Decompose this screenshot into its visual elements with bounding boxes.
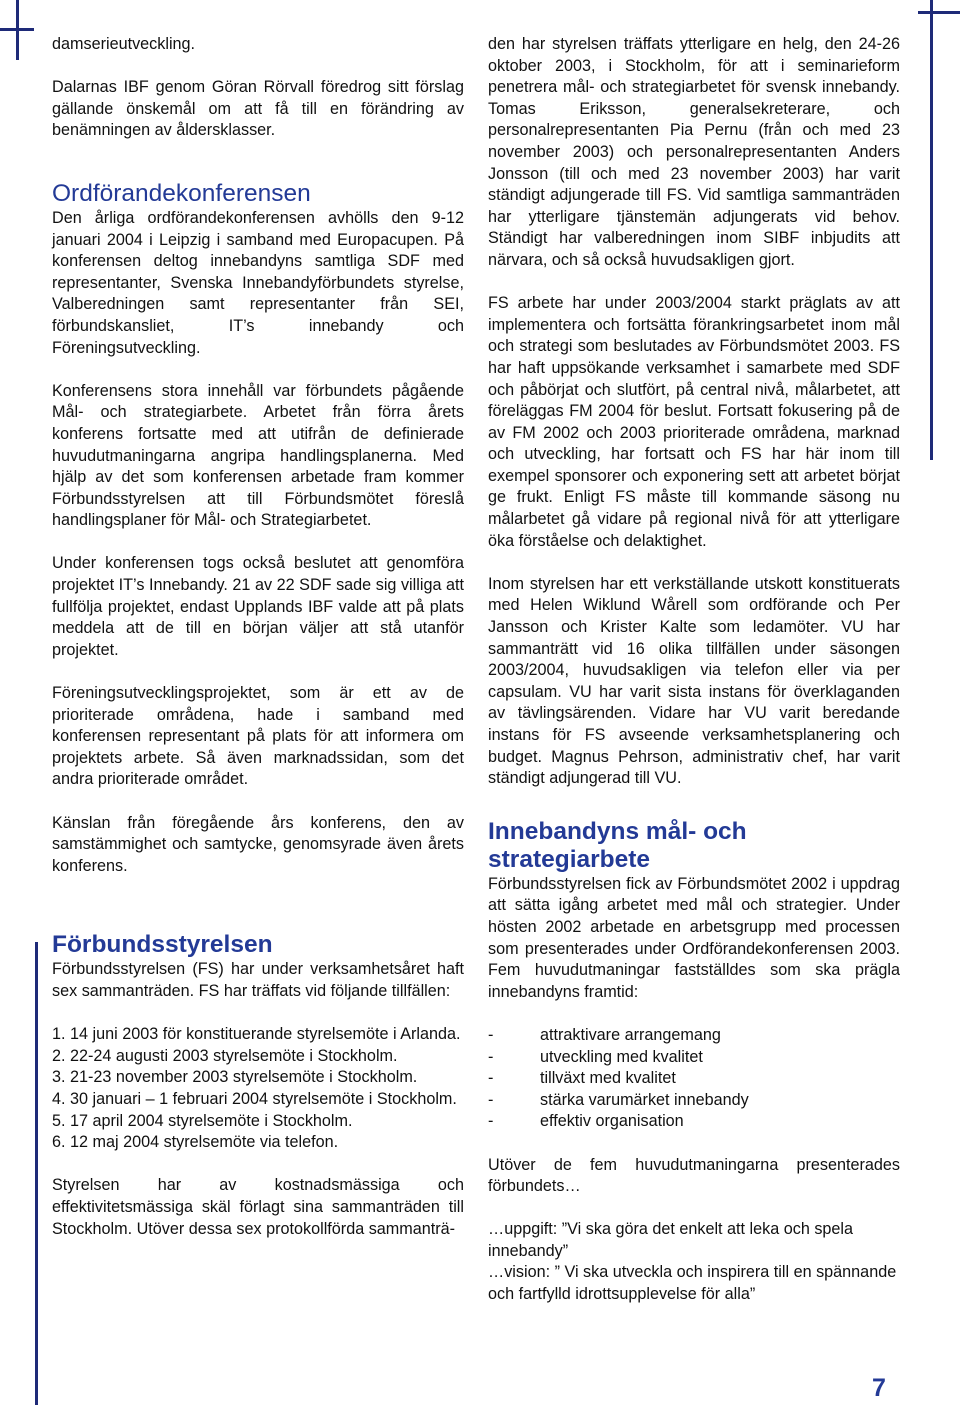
list-item xyxy=(488,1090,900,1112)
paragraph: den har styrelsen träffats ytterligare en helg, den 24-26 oktober 2003, i Stockholm, för att i seminarieform penetrera mål- och strategiarbetet för svensk innebandy. Tomas Eriksson, generalsekreterare, och personalrepresentanten Pia Pernu (från och med 23 november 2003) och personalrepresentanten Anders Jonsson (till och med 23 november 2003) har varit ständigt adjungerade till FS. Vid samtliga sammanträden har ytterligare tjänstemän adjungerats vid behov. Ständigt har valberedningen inom SIBF inbjudits att närvara, och så också huvudsakligen gjort. xyxy=(488,35,900,269)
paragraph: Förbundsstyrelsen (FS) har under verksamhetsåret haft sex sammanträden. FS har träffats vid följande tillfällen: xyxy=(52,960,464,1000)
heading-ordforandekonferensen: Ordförandekonferensen xyxy=(52,179,311,207)
heading-forbundsstyrelsen: Förbundsstyrelsen xyxy=(52,931,273,959)
dash-marker: - xyxy=(488,1069,494,1088)
list-item-text: effektiv organisation xyxy=(540,1112,684,1131)
list-item-text: attraktivare arrangemang xyxy=(540,1025,721,1044)
paragraph: Under konferensen togs också beslutet att genomföra projektet IT’s Innebandy. 21 av 22 SDF sade sig villiga att fullfölja projektet, endast Upplands IBF valde att på plats meddela att de till en början väljer att stå utanför projektet. xyxy=(52,554,464,659)
paragraph: Inom styrelsen har ett verkställande utskott konstituerats med Helen Wiklund Wårell som ordförande och Per Jansson och Krister Kalte som ledamöter. VU har sammanträtt vid 16 olika tillfällen under säsongen 2003/2004, huvudsakligen via telefon eller via per capsulam. VU har varit sista instans för överklaganden av tävlingsärenden. Vidare har VU varit beredande instans för FS avseende verksamhetsplanering och budget. Magnus Pehrson, administrativ chef, har varit ständigt adjungerad till VU. xyxy=(488,574,900,788)
challenge-list xyxy=(488,1025,900,1133)
meeting-list xyxy=(52,1024,464,1154)
list-item: 2. 22-24 augusti 2003 styrelsemöte i Stockholm. xyxy=(52,1046,398,1065)
paragraph: Föreningsutvecklingsprojektet, som är ett av de prioriterade områdena, hade i samband med konferensen representant på plats för att informera om projektets arbete. Så även marknadssidan, som det andra prioriterade området. xyxy=(52,684,464,789)
list-item xyxy=(488,1047,900,1069)
right-column xyxy=(488,34,900,1306)
list-item: 3. 21-23 november 2003 styrelsemöte i Stockholm. xyxy=(52,1068,418,1087)
paragraph: Förbundsstyrelsen fick av Förbundsmötet 2002 i uppdrag att sätta igång arbetet med mål och strategier. Under hösten 2002 arbetade en arbetsgrupp med processen som presenterades under Ordförandekonferensen 2003. Fem huvudutmaningar fastställdes som ska prägla innebandyns framtid: xyxy=(488,874,900,1001)
dash-marker: - xyxy=(488,1112,494,1131)
list-item xyxy=(488,1068,900,1090)
paragraph: Den årliga ordförandekonferensen avhölls den 9-12 januari 2004 i Leipzig i samband med Europacupen. På konferensen deltog innebandyns samtliga SDF med representanter, Svenska Innebandyförbundets styrelse, Valberedningen samt representanter från SEI, förbundskansliet, IT’s innebandy och Föreningsutveckling. xyxy=(52,208,464,357)
list-item-text: stärka varumärket innebandy xyxy=(540,1090,749,1109)
paragraph: …vision: ” Vi ska utveckla och inspirera till en spännande och fartfylld idrottsupplevelse för alla” xyxy=(488,1263,897,1304)
paragraph: Styrelsen har av kostnadsmässiga och effektivitetsmässiga skäl förlagt sina sammanträden till Stockholm. Utöver dessa sex protokollförda sammanträ- xyxy=(52,1176,464,1238)
paragraph: Konferensens stora innehåll var förbundets pågående Mål- och strategiarbete. Arbetet från förra årets konferens fortsatte med att utifrån de definierade huvudutmaningarna angripa handlingsplanerna. Med hjälp av det som konferensen arbetade fram kommer Förbundsstyrelsen att till Förbundsmötet föreslå handlingsplaner för Mål- och Strategiarbetet. xyxy=(52,381,464,530)
right-horizontal-rule xyxy=(918,11,960,14)
paragraph: …uppgift: ”Vi ska göra det enkelt att leka och spela innebandy” xyxy=(488,1220,854,1260)
page-number: 7 xyxy=(872,1374,886,1402)
list-item: 5. 17 april 2004 styrelsemöte i Stockholm. xyxy=(52,1111,353,1130)
paragraph: Känslan från föregående års konferens, den av samstämmighet och samtycke, genomsyrade även årets konferens. xyxy=(52,813,464,875)
dash-marker: - xyxy=(488,1025,494,1044)
paragraph: Dalarnas IBF genom Göran Rörvall föredrog sitt förslag gällande önskemål om att få till en förändring av benämningen av åldersklasser. xyxy=(52,78,464,140)
bottom-left-vertical-rule xyxy=(35,942,38,1405)
dash-marker: - xyxy=(488,1047,494,1066)
right-vertical-rule xyxy=(930,0,933,460)
list-item: 1. 14 juni 2003 för konstituerande styrelsemöte i Arlanda. xyxy=(52,1025,461,1044)
paragraph: Utöver de fem huvudutmaningarna presenterades förbundets… xyxy=(488,1155,900,1196)
list-item: 6. 12 maj 2004 styrelsemöte via telefon. xyxy=(52,1133,339,1152)
left-horizontal-rule xyxy=(0,28,34,31)
paragraph: FS arbete har under 2003/2004 starkt präglats av att implementera och fortsätta förankringsarbetet inom mål och strategi som beslutades av Förbundsmötet 2003. FS har haft uppsökande verksamhet i samarbete med SDF och påbörjat och slutfört, på central nivå, målarbetet, att föreläggas FM 2004 för beslut. Fortsatt fokusering på de av FM 2002 och 2003 prioriterade områdena, marknad och utveckling, har fortsatt och FS har här inom till exempel sponsorer och exponering sett att arbetet börjat ge frukt. Enligt FS måste till kommande säsong nu målarbetet gå vidare på regional nivå för att ytterligare öka förståelse och delaktighet. xyxy=(488,294,900,550)
dash-marker: - xyxy=(488,1090,494,1109)
paragraph: damserieutveckling. xyxy=(52,35,196,53)
list-item xyxy=(488,1025,900,1047)
left-column xyxy=(52,34,464,1240)
list-item xyxy=(488,1111,900,1133)
list-item: 4. 30 januari – 1 februari 2004 styrelsemöte i Stockholm. xyxy=(52,1089,457,1108)
list-item-text: utveckling med kvalitet xyxy=(540,1047,703,1066)
list-item-text: tillväxt med kvalitet xyxy=(540,1069,676,1088)
heading-mal-och-strategiarbete: Innebandyns mål- och strategiarbete xyxy=(488,817,747,873)
